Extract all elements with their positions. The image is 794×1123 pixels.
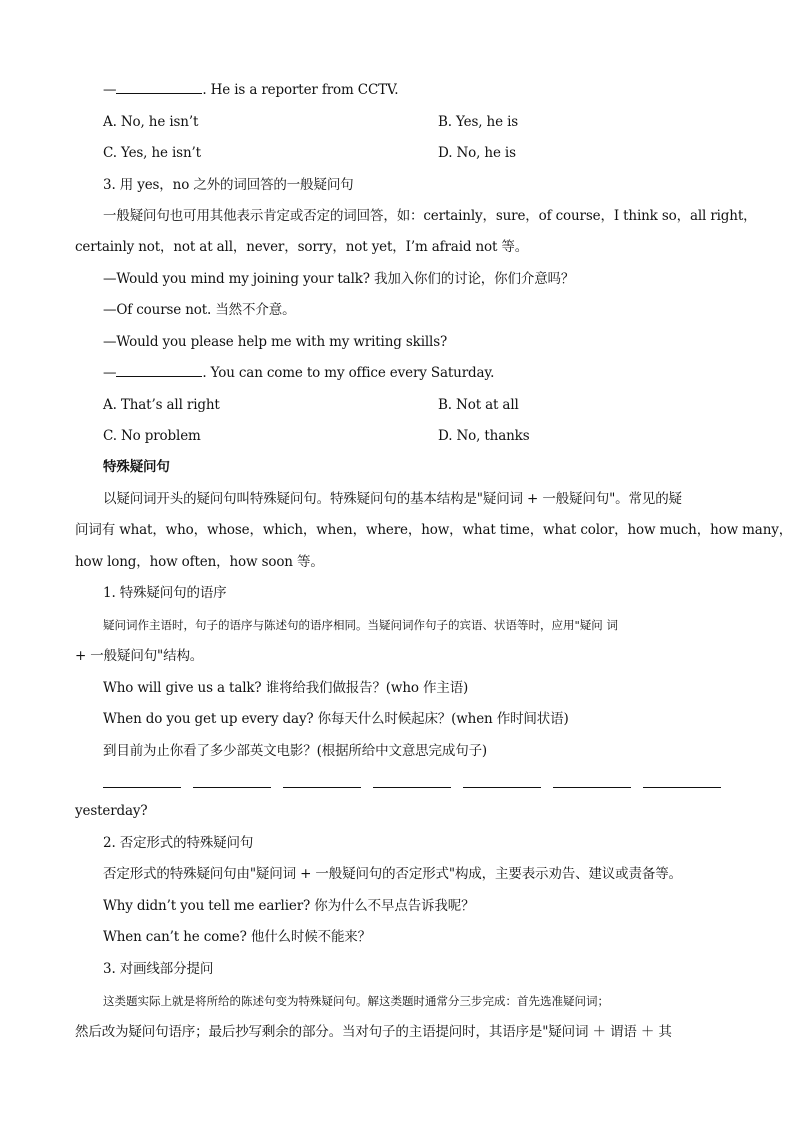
section-heading: 3. 对画线部分提问 — [103, 961, 214, 977]
paragraph: 以疑问词开头的疑问句叫特殊疑问句。特殊疑问句的基本结构是"疑问词 + 一般疑问句"。常见的疑 — [103, 491, 682, 507]
paragraph: 否定形式的特殊疑问句由"疑问词 + 一般疑问句的否定形式"构成，主要表示劝告、建议或责备等。 — [103, 866, 682, 882]
answer-blank[interactable] — [116, 364, 202, 377]
q2-stem: — . You can come to my office every Saturday. — [103, 365, 495, 381]
q1-option-a: A. No, he isn’t — [103, 114, 199, 130]
answer-blank[interactable] — [553, 787, 631, 788]
answer-blank[interactable] — [193, 787, 271, 788]
paragraph: 一般疑问句也可用其他表示肯定或否定的词回答，如：certainly，sure，of course，I think so，all right， — [103, 208, 757, 224]
answer-blank[interactable] — [373, 787, 451, 788]
example: When can’t he come? 他什么时候不能来？ — [103, 929, 371, 945]
paragraph: 这类题实际上就是将所给的陈述句变为特殊疑问句。解这类题时通常分三步完成：首先选准疑问词； — [103, 994, 609, 1008]
section-heading: 2. 否定形式的特殊疑问句 — [103, 835, 254, 851]
example: —Would you mind my joining your talk? 我加入你们的讨论，你们介意吗？ — [103, 271, 575, 287]
example: —Would you please help me with my writing skills? — [103, 334, 448, 350]
answer-blank[interactable] — [463, 787, 541, 788]
note: 疑问词作主语时，句子的语序与陈述句的语序相同。当疑问词作句子的宾语、状语等时，应用"疑问 词 — [103, 618, 618, 632]
task-end: yesterday? — [75, 803, 148, 819]
q1-option-d: D. No, he is — [438, 145, 516, 161]
q1-option-b: B. Yes, he is — [438, 114, 519, 130]
paragraph: 问词有 what，who，whose，which，when，where，how，what time，what color，how much，how many， — [75, 522, 793, 538]
answer-blank[interactable] — [116, 81, 202, 94]
answer-blank[interactable] — [103, 787, 181, 788]
paragraph: certainly not，not at all，never，sorry，not yet，I’m afraid not 等。 — [75, 239, 529, 255]
example: Why didn’t you tell me earlier? 你为什么不早点告诉我呢？ — [103, 898, 475, 914]
answer-blank[interactable] — [283, 787, 361, 788]
note: + 一般疑问句"结构。 — [75, 648, 204, 664]
section-title: 特殊疑问句 — [103, 459, 170, 475]
answer-blank[interactable] — [643, 787, 721, 788]
section-heading: 1. 特殊疑问句的语序 — [103, 585, 227, 601]
paragraph: 然后改为疑问句语序；最后抄写剩余的部分。当对句子的主语提问时，其语序是"疑问词 ＋ 谓语 ＋ 其 — [75, 1024, 672, 1040]
task-prompt: 到目前为止你看了多少部英文电影？(根据所给中文意思完成句子) — [103, 743, 488, 759]
q1-stem: — . He is a reporter from CCTV. — [103, 82, 399, 98]
q1-option-c: C. Yes, he isn’t — [103, 145, 201, 161]
q2-option-b: B. Not at all — [438, 397, 519, 413]
example: —Of course not. 当然不介意。 — [103, 302, 296, 318]
example: Who will give us a talk? 谁将给我们做报告？(who 作主语) — [103, 680, 469, 696]
q2-option-c: C. No problem — [103, 428, 201, 444]
q2-option-a: A. That’s all right — [103, 397, 220, 413]
q2-option-d: D. No, thanks — [438, 428, 530, 444]
example: When do you get up every day? 你每天什么时候起床？(when 作时间状语) — [103, 711, 569, 727]
section-heading: 3. 用 yes，no 之外的词回答的一般疑问句 — [103, 177, 354, 193]
paragraph: how long，how often，how soon 等。 — [75, 554, 324, 570]
